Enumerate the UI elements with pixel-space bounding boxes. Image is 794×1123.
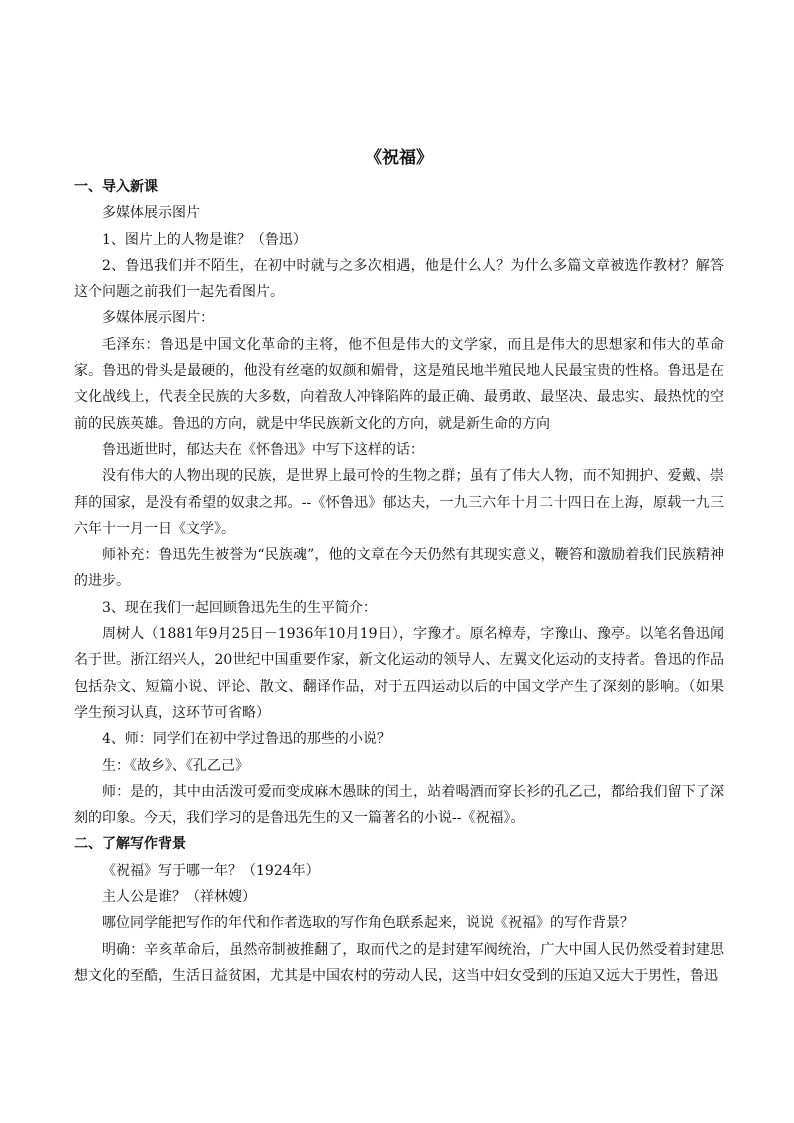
paragraph: 3、现在我们一起回顾鲁迅先生的生平简介： <box>102 599 377 616</box>
paragraph: 师补充：鲁迅先生被誉为“民族魂”，他的文章在今天仍然有其现实意义，鞭笞和激励着我们民族精神的进步。 <box>74 547 724 590</box>
paragraph: 毛泽东：鲁迅是中国文化革命的主将，他不但是伟大的文学家，而且是伟大的思想家和伟大的革命家。鲁迅的骨头是最硬的，他没有丝毫的奴颜和媚骨，这是殖民地半殖民地人民最宝贵的性格。鲁迅是在文化战线上，代表全民族的大多数，向着敌人冲锋陷阵的最正确、最勇敢、最坚决、最忠实、最热忱的空前的民族英雄。鲁迅的方向，就是中华民族新文化的方向，就是新生命的方向 <box>74 336 724 432</box>
paragraph: 师：是的，其中由活泼可爱而变成麻木愚昧的闰土，站着喝酒而穿长衫的孔乙己，都给我们留下了深刻的印象。今天，我们学习的是鲁迅先生的又一篇著名的小说--《祝福》。 <box>74 783 724 827</box>
section-heading: 一、导入新课 <box>74 179 158 195</box>
paragraph: 1、图片上的人物是谁？（鲁迅） <box>102 231 307 248</box>
paragraph: 多媒体展示图片： <box>102 310 214 327</box>
document-body <box>74 146 724 989</box>
paragraph: 《祝福》写于哪一年？（1924年） <box>102 862 320 879</box>
paragraph: 周树人（1881年9月25日－1936年10月19日），字豫才。原名樟寿，字豫山、豫亭。以笔名鲁迅闻名于世。浙江绍兴人，20世纪中国重要作家，新文化运动的领导人、左翼文化运动的支持者。鲁迅的作品包括杂文、短篇小说、评论、散文、翻译作品，对于五四运动以后的中国文学产生了深刻的影响。（如果学生预习认真，这环节可省略） <box>74 626 724 721</box>
paragraph: 多媒体展示图片 <box>102 205 200 222</box>
paragraph: 没有伟大的人物出现的民族，是世界上最可怜的生物之群；虽有了伟大人物，而不知拥护、爱戴、崇拜的国家，是没有希望的奴隶之邦。--《怀鲁迅》郁达夫，一九三六年十月二十四日在上海，原载一九三六年十一月一日《文学》。 <box>74 468 724 537</box>
paragraph: 2、鲁迅我们并不陌生，在初中时就与之多次相遇，他是什么人？为什么多篇文章被选作教材？解答这个问题之前我们一起先看图片。 <box>74 257 724 301</box>
paragraph: 主人公是谁？（祥林嫂） <box>102 889 256 906</box>
section-heading: 二、了解写作背景 <box>74 836 186 853</box>
paragraph: 哪位同学能把写作的年代和作者选取的写作角色联系起来，说说《祝福》的写作背景？ <box>102 915 634 932</box>
paragraph: 鲁迅逝世时，郁达夫在《怀鲁迅》中写下这样的话： <box>102 441 424 458</box>
paragraph: 4、师：同学们在初中学过鲁迅的那些的小说？ <box>102 731 391 748</box>
document-title: 《祝福》 <box>365 148 433 168</box>
paragraph: 明确：辛亥革命后，虽然帝制被推翻了，取而代之的是封建军阀统治，广大中国人民仍然受着封建思想文化的至酷，生活日益贫困，尤其是中国农村的劳动人民，这当中妇女受到的压迫又远大于男性，鲁迅 <box>74 941 724 984</box>
paragraph: 生：《故乡》、《孔乙己》 <box>102 757 249 774</box>
